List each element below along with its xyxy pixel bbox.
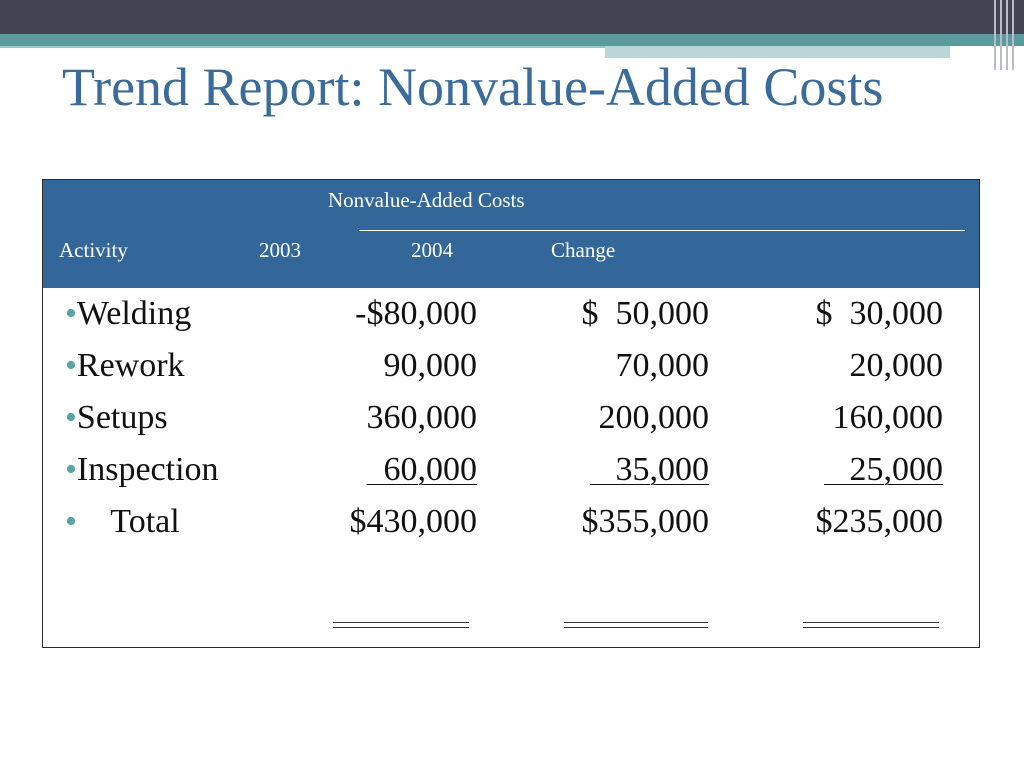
cell-2004: 35,000 [615,451,709,488]
row-label: •Rework [65,347,185,384]
bullet-icon: • [65,295,77,332]
cell-change: $ 30,000 [815,295,943,332]
slide-title: Trend Report: Nonvalue-Added Costs [62,57,884,117]
row-label: • Total [65,503,180,540]
double-rule-2004 [564,622,708,628]
cell-change: 25,000 [849,451,943,488]
table-header [43,180,979,288]
bullet-icon: • [65,503,77,540]
col-header-change: Change [551,238,616,262]
cell-change: $235,000 [815,503,943,540]
cell-2003: -$80,000 [355,295,477,332]
row-label: •Setups [65,399,168,436]
bullet-icon: • [65,347,77,384]
group-header: Nonvalue-Added Costs [328,188,525,212]
bullet-icon: • [65,399,77,436]
cell-change: 20,000 [849,347,943,384]
top-teal-bar [0,34,1024,46]
row-label: •Inspection [65,451,219,488]
col-header-2003: 2003 [259,238,301,262]
table-row [43,392,979,444]
cell-2004: $ 50,000 [581,295,709,332]
top-dark-bar [0,0,1024,34]
cell-2003: 360,000 [366,399,477,436]
cell-2003: 60,000 [383,451,477,488]
table-body [43,288,979,548]
cell-2003: 90,000 [383,347,477,384]
col-header-activity: Activity [59,238,128,262]
cell-2004: 200,000 [598,399,709,436]
table-row-total [43,496,979,548]
cell-2004: 70,000 [615,347,709,384]
bullet-icon: • [65,451,77,488]
group-header-rule [359,230,965,231]
table-row [43,340,979,392]
corner-stripes [990,0,1024,70]
cell-change: 160,000 [832,399,943,436]
table-row [43,288,979,340]
col-header-2004: 2004 [411,238,453,262]
cost-table [42,179,980,648]
row-label: •Welding [65,295,192,332]
double-rule-2003 [333,622,469,628]
cell-2004: $355,000 [581,503,709,540]
table-row [43,444,979,496]
cell-2003: $430,000 [349,503,477,540]
top-thin-bar [0,46,605,48]
double-rule-change [803,622,939,628]
